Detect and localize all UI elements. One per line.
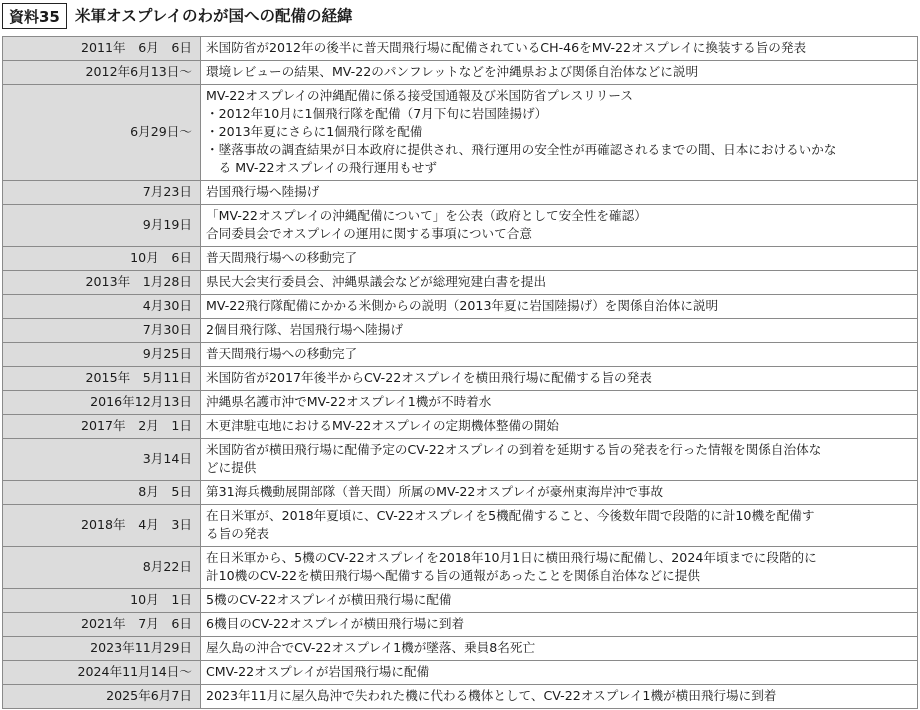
event-description-cell [201, 271, 918, 295]
table-row [3, 589, 918, 613]
event-description-line: 県民大会実行委員会、沖縄県議会などが総理宛建白書を提出 [206, 274, 547, 289]
event-date-cell: 9月25日 [3, 343, 201, 367]
event-description-line: 在日米軍から、5機のCV-22オスプレイを2018年10月1日に横田飛行場に配備し、2024年頃までに段階的に [206, 550, 817, 565]
event-date-cell: 2023年11月29日 [3, 637, 201, 661]
event-date-cell: 2011年 6月 6日 [3, 37, 201, 61]
event-description-line: MV-22オスプレイの沖縄配備に係る接受国通報及び米国防省プレスリリース [206, 88, 633, 103]
table-row [3, 439, 918, 481]
event-description-line: 「MV-22オスプレイの沖縄配備について」を公表（政府として安全性を確認） [206, 208, 647, 223]
event-description-line: 岩国飛行場へ陸揚げ [206, 184, 320, 199]
event-description-line: 計10機のCV-22を横田飛行場へ配備する旨の通報があったことを関係自治体などに提供 [206, 568, 700, 583]
event-date-cell: 7月30日 [3, 319, 201, 343]
event-description-line: 2023年11月に屋久島沖で失われた機に代わる機体として、CV-22オスプレイ1機が横田飛行場に到着 [206, 688, 777, 703]
event-date-cell: 10月 1日 [3, 589, 201, 613]
event-description-line: 合同委員会でオスプレイの運用に関する事項について合意 [206, 226, 532, 241]
event-description-line: 普天間飛行場への移動完了 [206, 346, 358, 361]
table-row [3, 319, 918, 343]
event-description-line: CMV-22オスプレイが岩国飛行場に配備 [206, 664, 430, 679]
event-description-line: ・2012年10月に1個飛行隊を配備（7月下旬に岩国陸揚げ） [206, 106, 548, 121]
table-row [3, 61, 918, 85]
event-description-cell [201, 589, 918, 613]
table-row [3, 613, 918, 637]
event-description-cell [201, 61, 918, 85]
event-date-cell: 2015年 5月11日 [3, 367, 201, 391]
event-date-cell: 9月19日 [3, 205, 201, 247]
event-description-line: 2個目飛行隊、岩国飛行場へ陸揚げ [206, 322, 403, 337]
event-description-line: 米国防省が横田飛行場に配備予定のCV-22オスプレイの到着を延期する旨の発表を行った情報を関係自治体な [206, 442, 822, 457]
event-date-cell: 2012年6月13日～ [3, 61, 201, 85]
event-description-line: 在日米軍が、2018年夏頃に、CV-22オスプレイを5機配備すること、今後数年間で段階的に計10機を配備す [206, 508, 815, 523]
event-description-cell [201, 367, 918, 391]
event-description-line: 米国防省が2012年の後半に普天間飛行場に配備されているCH-46をMV-22オスプレイに換装する旨の発表 [206, 40, 807, 55]
event-date-cell: 10月 6日 [3, 247, 201, 271]
table-row [3, 37, 918, 61]
event-description-line: MV-22飛行隊配備にかかる米側からの説明（2013年夏に岩国陸揚げ）を関係自治体に説明 [206, 298, 719, 313]
event-description-cell [201, 481, 918, 505]
chronology-table-body [3, 37, 918, 709]
event-description-cell [201, 181, 918, 205]
event-description-line: 6機目のCV-22オスプレイが横田飛行場に到着 [206, 616, 465, 631]
event-description-cell [201, 613, 918, 637]
event-date-cell: 2013年 1月28日 [3, 271, 201, 295]
event-description-line: ・2013年夏にさらに1個飛行隊を配備 [206, 124, 423, 139]
table-row [3, 205, 918, 247]
table-row [3, 391, 918, 415]
event-description-cell [201, 637, 918, 661]
event-date-cell: 2017年 2月 1日 [3, 415, 201, 439]
event-date-cell: 7月23日 [3, 181, 201, 205]
table-row [3, 637, 918, 661]
event-date-cell: 3月14日 [3, 439, 201, 481]
event-date-cell: 2025年6月7日 [3, 685, 201, 709]
event-description-cell [201, 343, 918, 367]
table-row [3, 685, 918, 709]
table-row [3, 85, 918, 181]
event-description-line: 普天間飛行場への移動完了 [206, 250, 358, 265]
event-description-line: 沖縄県名護市沖でMV-22オスプレイ1機が不時着水 [206, 394, 492, 409]
document-title: 米軍オスプレイのわが国への配備の経緯 [75, 7, 353, 25]
table-row [3, 295, 918, 319]
event-description-cell [201, 205, 918, 247]
event-description-cell [201, 37, 918, 61]
event-description-cell [201, 85, 918, 181]
event-description-cell [201, 547, 918, 589]
event-description-line: 屋久島の沖合でCV-22オスプレイ1機が墜落、乗員8名死亡 [206, 640, 536, 655]
event-description-cell [201, 247, 918, 271]
event-description-line: 第31海兵機動展開部隊（普天間）所属のMV-22オスプレイが豪州東海岸沖で事故 [206, 484, 664, 499]
table-row [3, 481, 918, 505]
event-date-cell: 4月30日 [3, 295, 201, 319]
table-row [3, 343, 918, 367]
event-description-line: どに提供 [206, 460, 257, 475]
event-description-line: 環境レビューの結果、MV-22のパンフレットなどを沖縄県および関係自治体などに説明 [206, 64, 699, 79]
event-description-line: 5機のCV-22オスプレイが横田飛行場に配備 [206, 592, 452, 607]
event-description-line: る旨の発表 [206, 526, 269, 541]
table-row [3, 367, 918, 391]
table-row [3, 661, 918, 685]
event-date-cell: 2018年 4月 3日 [3, 505, 201, 547]
event-description-cell [201, 661, 918, 685]
table-row [3, 181, 918, 205]
event-description-cell [201, 391, 918, 415]
event-date-cell: 2024年11月14日～ [3, 661, 201, 685]
document-header [0, 0, 920, 34]
event-date-cell: 2021年 7月 6日 [3, 613, 201, 637]
event-description-cell [201, 439, 918, 481]
event-description-cell [201, 685, 918, 709]
event-date-cell: 6月29日～ [3, 85, 201, 181]
event-description-line: る MV-22オスプレイの飛行運用もせず [206, 160, 437, 175]
event-description-line: 米国防省が2017年後半からCV-22オスプレイを横田飛行場に配備する旨の発表 [206, 370, 652, 385]
table-row [3, 547, 918, 589]
table-row [3, 505, 918, 547]
event-date-cell: 8月 5日 [3, 481, 201, 505]
document-number-badge: 資料35 [2, 3, 67, 29]
event-description-cell [201, 415, 918, 439]
chronology-table [2, 36, 918, 709]
event-description-line: ・墜落事故の調査結果が日本政府に提供され、飛行運用の安全性が再確認されるまでの間、日本におけるいかな [206, 142, 837, 157]
event-date-cell: 2016年12月13日 [3, 391, 201, 415]
event-description-cell [201, 319, 918, 343]
event-description-cell [201, 505, 918, 547]
table-row [3, 415, 918, 439]
event-description-cell [201, 295, 918, 319]
event-description-line: 木更津駐屯地におけるMV-22オスプレイの定期機体整備の開始 [206, 418, 559, 433]
event-date-cell: 8月22日 [3, 547, 201, 589]
table-row [3, 247, 918, 271]
table-row [3, 271, 918, 295]
